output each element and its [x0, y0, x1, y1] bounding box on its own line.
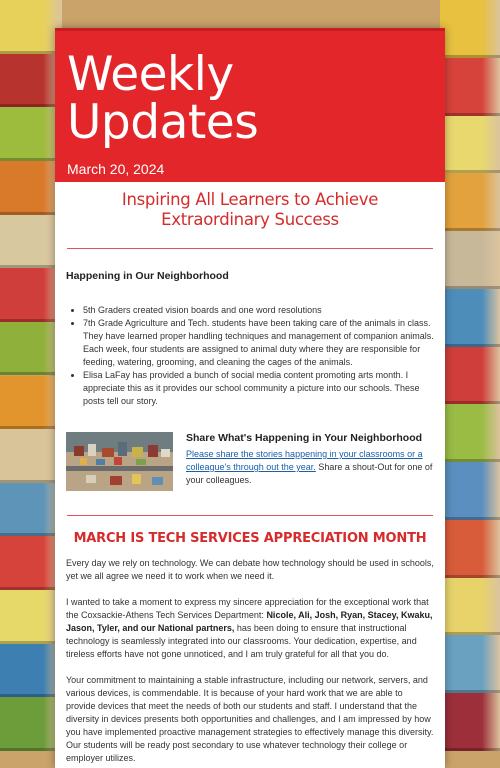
book-spine	[0, 376, 62, 430]
book-spine	[0, 644, 62, 698]
book-spine	[440, 693, 500, 751]
book-spine	[440, 173, 500, 231]
list-item: • 5th Graders created vision boards and one word resolutions	[83, 304, 434, 317]
tech-p2-end: has been doing to ensure that instructional technology is seamlessly integrated into our classrooms. Your dedication, expertise, and tireless efforts have not gone unnoticed, and I am truly grateful for all that you do.	[66, 623, 417, 659]
neighborhood-list	[66, 304, 434, 408]
title-line-1: Weekly	[67, 47, 234, 102]
tech-paragraph-2	[55, 596, 445, 661]
book-spine	[0, 322, 62, 376]
book-spine	[440, 0, 500, 58]
tech-p2-start: I wanted to take a moment to express my sincere appreciation for the exceptional work that the Coxsackie-Athens Tech Services Department:	[66, 597, 429, 620]
tech-paragraph-3: Your commitment to maintaining a stable infrastructure, including our network, servers, and various devices, is commendable. It is because of your hard work that we are able to provide devices that meet the needs of both our students and staff. I understand that the diversity in devices presents both opportunities and challenges, and I am impressed by how you have implemented proactive management strategies to effectively manage this diversity. Our students will be ready post secondary to use whatever technology their college or employer utilizes.	[66, 675, 434, 763]
book-spine	[0, 107, 62, 161]
tech-heading: MARCH IS TECH SERVICES APPRECIATION MONTH	[73, 531, 427, 546]
title-line-2: Updates	[67, 95, 259, 150]
newsletter-card	[55, 28, 445, 768]
share-trailing-text: Share a shout-Out for one of your colleagues.	[186, 462, 433, 485]
tech-paragraph-1: Every day we rely on technology. We can debate how technology should be used in schools, yet we all agree we need it to work when we need it.	[66, 558, 434, 581]
book-spine	[440, 289, 500, 347]
list-item: • Elisa LaFay has provided a bunch of social media content promoting arts month. I appreciate this as it provides our school community a picture into our schools. These posts tell our story.	[83, 369, 434, 408]
issue-date: March 20, 2024	[67, 161, 165, 177]
book-stack-left	[0, 0, 62, 751]
share-stories-link[interactable]: Please share the stories happening in your classrooms or a colleague's through out the year.	[186, 449, 423, 472]
village-model-image	[66, 432, 173, 491]
book-spine	[440, 347, 500, 405]
book-spine	[440, 578, 500, 636]
book-spine	[0, 54, 62, 108]
book-spine	[440, 116, 500, 174]
book-stack-right	[440, 0, 500, 751]
book-spine	[0, 697, 62, 751]
tagline: Inspiring All Learners to Achieve Extraordinary Success	[121, 190, 379, 229]
book-spine	[0, 0, 62, 54]
neighborhood-photo	[66, 432, 173, 491]
page-title	[67, 47, 433, 150]
book-spine	[0, 268, 62, 322]
share-info	[186, 432, 434, 491]
divider	[67, 515, 433, 516]
book-spine	[0, 536, 62, 590]
book-spine	[440, 635, 500, 693]
list-item: • 7th Grade Agriculture and Tech. students have been taking care of the animals in class. They have learned proper handling techniques and management of companion animals. Each week, four students are assigned to animal duty where they are responsible for feeding, watering, grooming, and cleaning the cages of the animals.	[83, 317, 434, 369]
neighborhood-section	[55, 249, 445, 408]
book-spine	[440, 58, 500, 116]
book-spine	[0, 161, 62, 215]
book-spine	[440, 231, 500, 289]
share-block	[55, 432, 445, 491]
header-banner	[55, 28, 445, 182]
book-spine	[440, 404, 500, 462]
neighborhood-heading: Happening in Our Neighborhood	[66, 270, 229, 282]
book-spine	[0, 429, 62, 483]
share-heading: Share What's Happening in Your Neighborhood	[186, 432, 423, 444]
book-spine	[0, 590, 62, 644]
book-spine	[0, 483, 62, 537]
tech-team-names: Nicole, Ali, Josh, Ryan, Stacey, Kwaku, Jason, Tyler, and our National partners,	[66, 610, 433, 633]
book-spine	[440, 462, 500, 520]
book-spine	[0, 215, 62, 269]
book-spine	[440, 520, 500, 578]
